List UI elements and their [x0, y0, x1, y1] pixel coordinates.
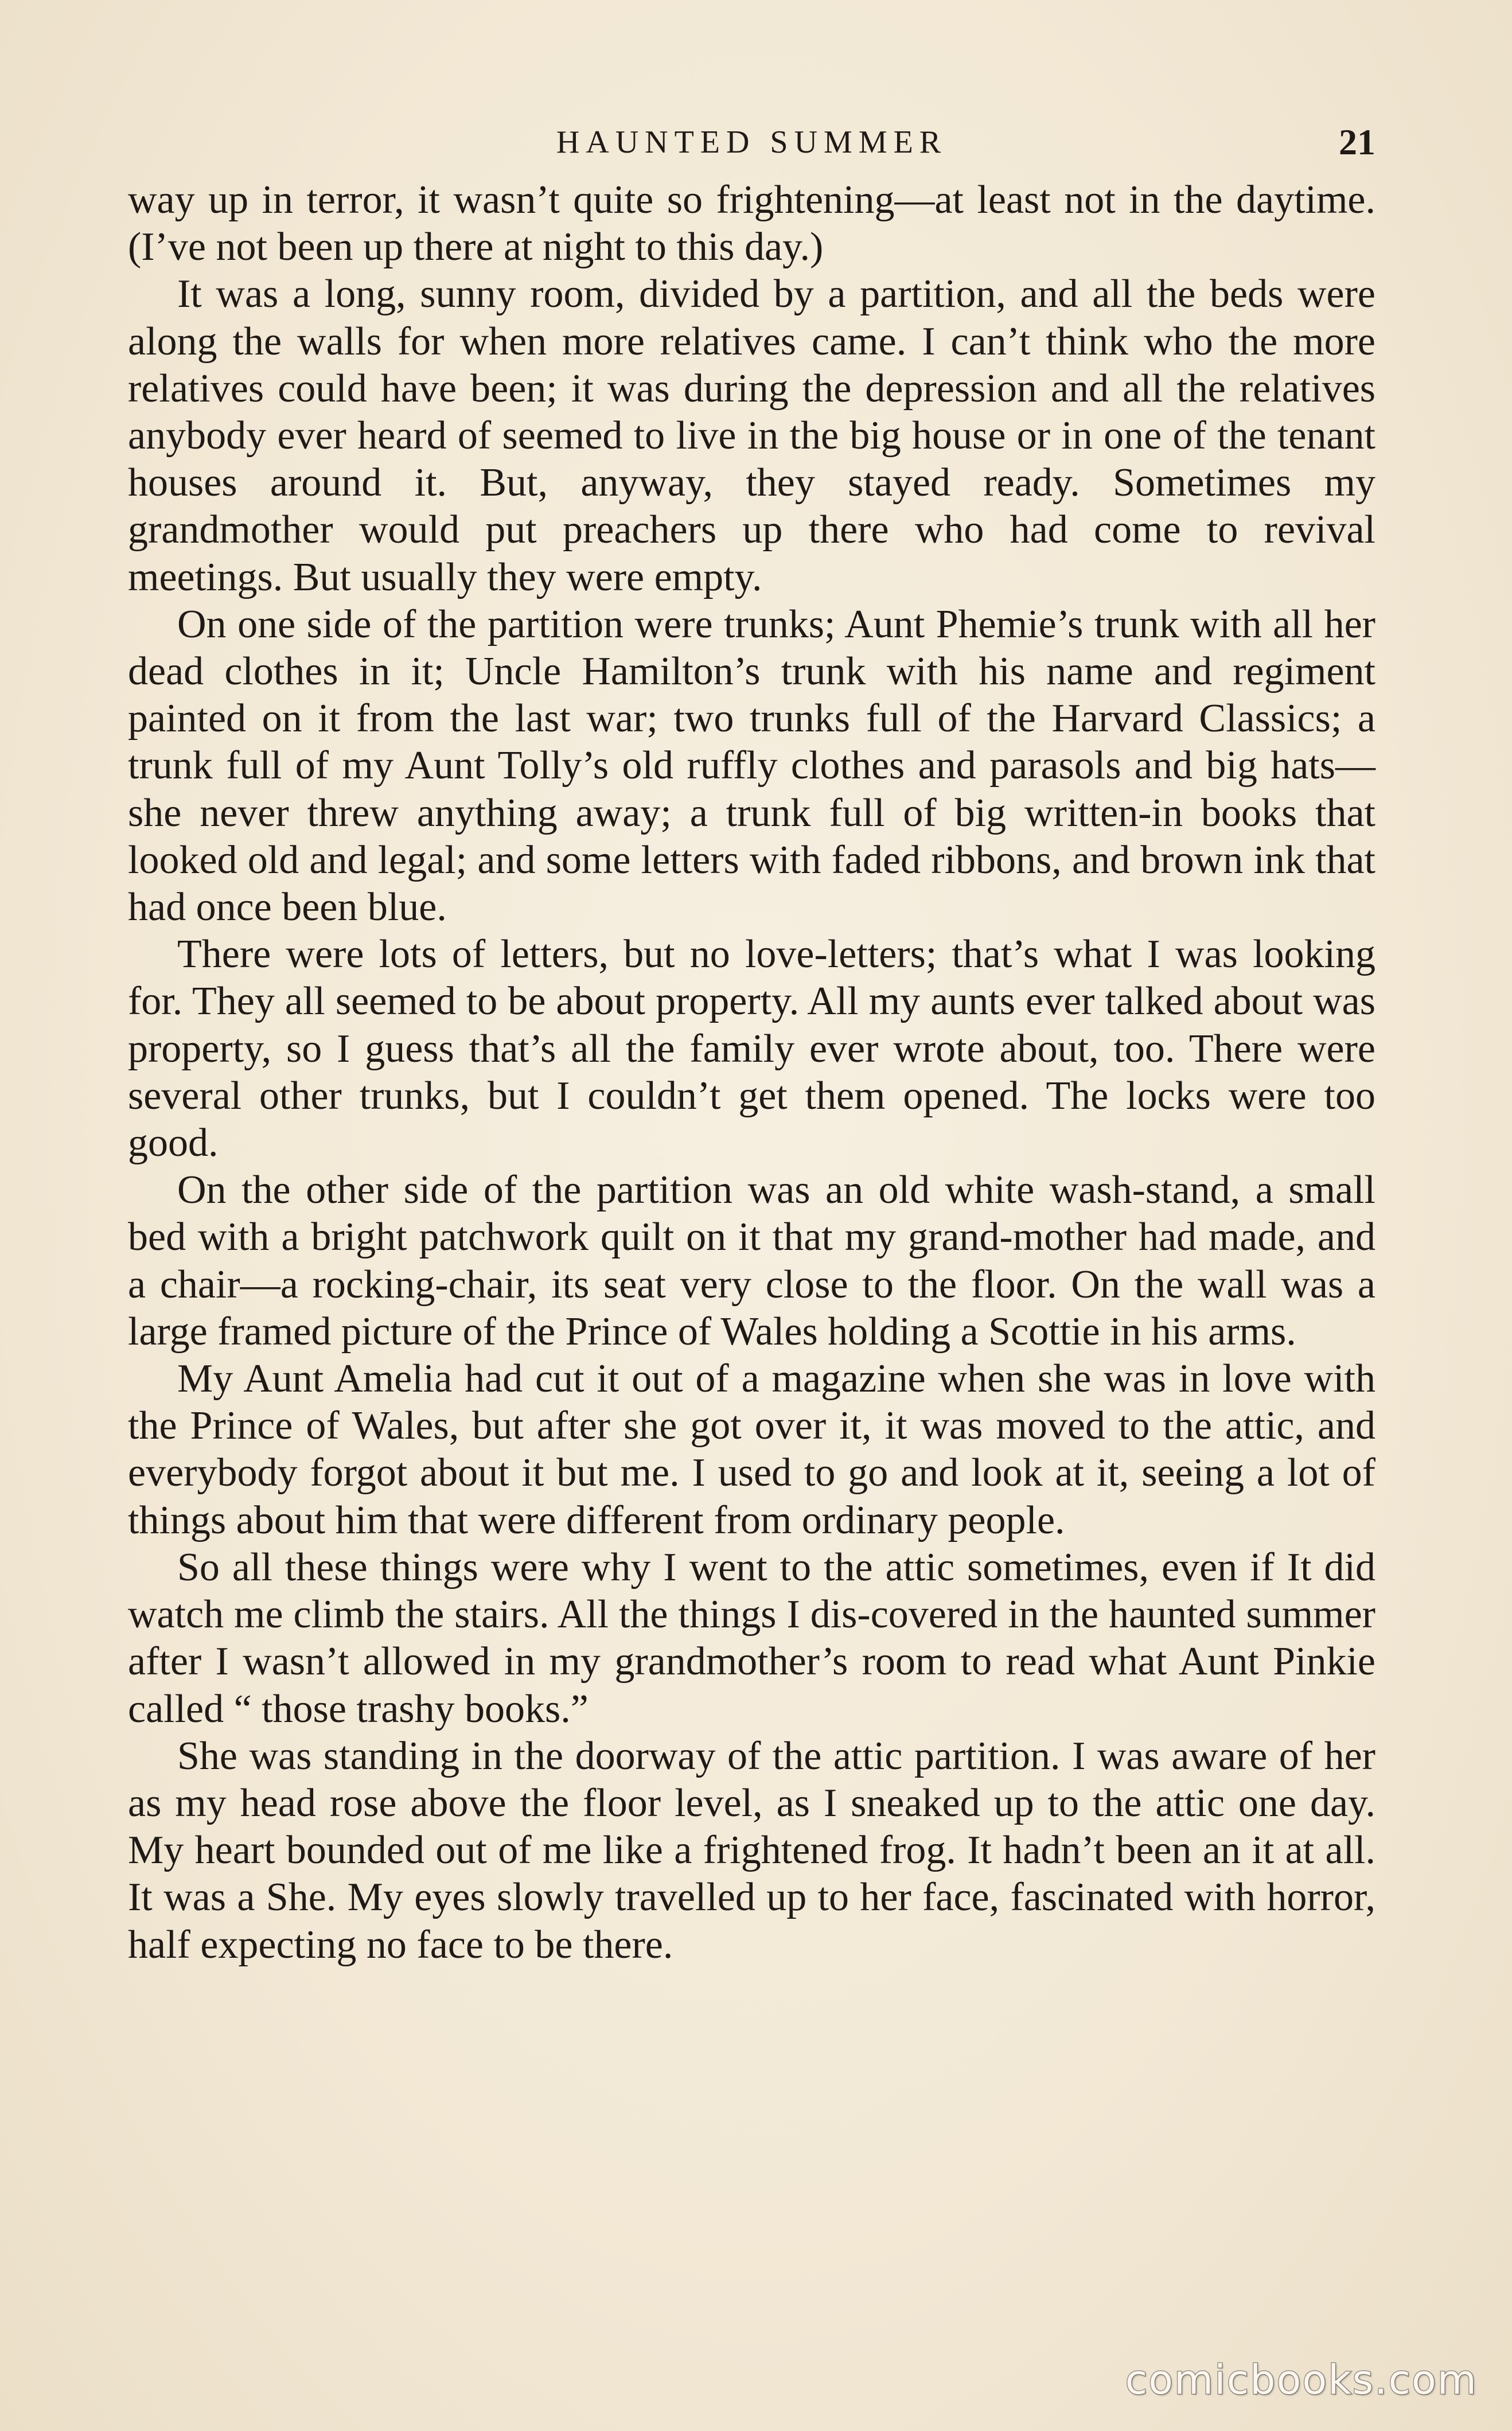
body-text: [128, 177, 1375, 1969]
running-title: HAUNTED SUMMER: [556, 124, 948, 160]
watermark: comicbooks.com: [1125, 2356, 1478, 2403]
running-head: [128, 119, 1375, 165]
paragraph-1: way up in terror, it wasn’t quite so frightening—at least not in the daytime. (I’ve not been up there at night to this day.): [128, 178, 1375, 270]
page-number: 21: [1339, 122, 1375, 162]
paragraph-4: There were lots of letters, but no love-letters; that’s what I was looking for. They all seemed to be about property. All my aunts ever talked about was property, so I guess that’s all the family ever wrote about, too. There were several other trunks, but I couldn’t get them opened. The locks were too good.: [128, 932, 1375, 1166]
paragraph-6: My Aunt Amelia had cut it out of a magazine when she was in love with the Prince of Wales, but after she got over it, it was moved to the attic, and everybody forgot about it but me. I used to go and look at it, seeing a lot of things about him that were different from ordinary people.: [128, 1357, 1375, 1542]
paragraph-7: So all these things were why I went to the attic sometimes, even if It did watch me climb the stairs. All the things I dis-covered in the haunted summer after I wasn’t allowed in my grandmother’s room to read what Aunt Pinkie called “ those trashy books.”: [128, 1545, 1375, 1731]
paragraph-3: On one side of the partition were trunks; Aunt Phemie’s trunk with all her dead clothes in it; Uncle Hamilton’s trunk with his name and regiment painted on it from the last war; two trunks full of the Harvard Classics; a trunk full of my Aunt Tolly’s old ruffly clothes and parasols and big hats—she never threw anything away; a trunk full of big written-in books that looked old and legal; and some letters with faded ribbons, and brown ink that had once been blue.: [128, 602, 1375, 930]
paragraph-2: It was a long, sunny room, divided by a partition, and all the beds were along the walls for when more relatives came. I can’t think who the more relatives could have been; it was during the depression and all the relatives anybody ever heard of seemed to live in the big house or in one of the tenant houses around it. But, anyway, they stayed ready. Sometimes my grandmother would put preachers up there who had come to revival meetings. But usually they were empty.: [128, 272, 1375, 599]
paragraph-5: On the other side of the partition was an old white wash-stand, a small bed with a bright patchwork quilt on it that my grand-mother had made, and a chair—a rocking-chair, its seat very close to the floor. On the wall was a large framed picture of the Prince of Wales holding a Scottie in his arms.: [128, 1168, 1375, 1354]
paragraph-8: She was standing in the doorway of the attic partition. I was aware of her as my head rose above the floor level, as I sneaked up to the attic one day. My heart bounded out of me like a frightened frog. It hadn’t been an it at all. It was a She. My eyes slowly travelled up to her face, fascinated with horror, half expecting no face to be there.: [128, 1733, 1375, 1967]
